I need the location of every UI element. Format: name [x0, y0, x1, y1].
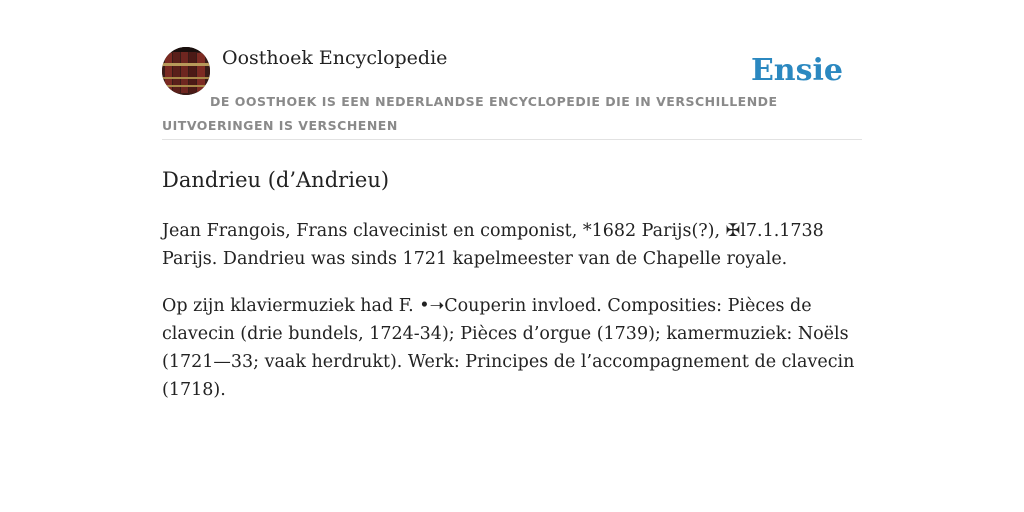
content-container: [162, 46, 862, 404]
article-paragraph: Op zijn klaviermuziek had F. •➝Couperin invloed. Composities: Pièces de clavecin (drie bundels, 1724-34); Pièces d’orgue (1739); kamermuziek: Noëls (1721—33; vaak herdrukt). Werk: Principes de l’accompagnement de clavecin (1718).: [162, 296, 855, 400]
site-header: [162, 46, 862, 140]
site-name[interactable]: Oosthoek Encyclopedie: [222, 47, 448, 69]
article: [162, 165, 862, 404]
brand-logo-link[interactable]: Ensie: [750, 53, 843, 88]
article-title: Dandrieu (d’Andrieu): [162, 168, 390, 192]
article-paragraph: Jean Frangois, Frans clavecinist en componist, *1682 Parijs(?), ✠l7.1.1738 Parijs. Dandrieu was sinds 1721 kapelmeester van de Chapelle royale.: [162, 221, 824, 269]
site-tagline: DE OOSTHOEK IS EEN NEDERLANDSE ENCYCLOPEDIE DIE IN VERSCHILLENDE UITVOERINGEN IS VERSCHENEN: [162, 94, 778, 133]
encyclopedia-books-icon[interactable]: [162, 47, 210, 95]
